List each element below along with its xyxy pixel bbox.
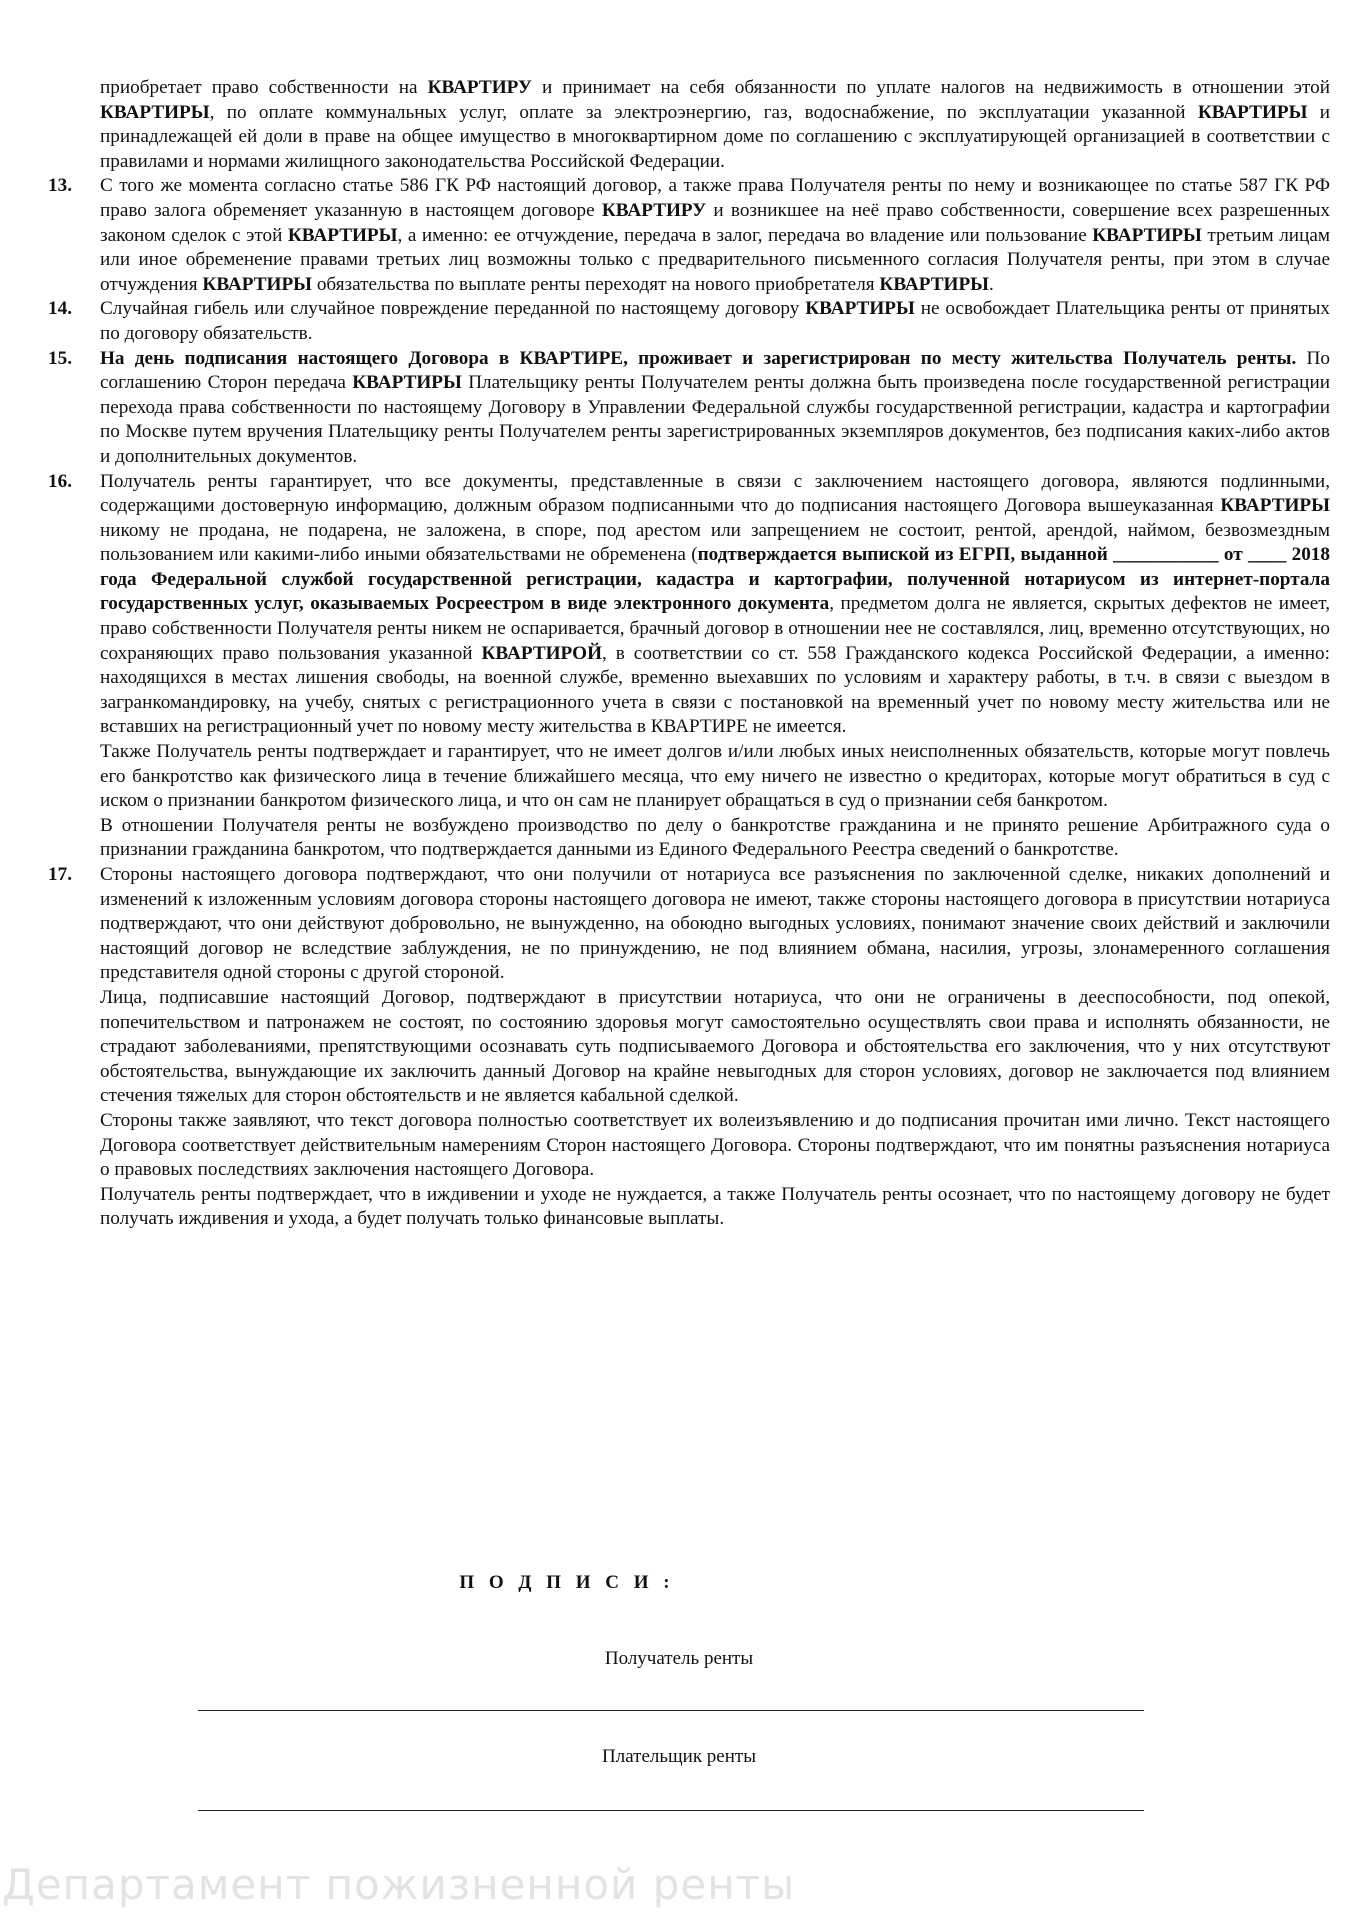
clause-number: 17. [48, 864, 72, 885]
text-run: Случайная гибель или случайное повреждение переданной по настоящему договору [100, 298, 806, 320]
bold-text-run: КВАРТИРУ [427, 77, 532, 98]
bold-text-run: подтверждается выпиской из ЕГРП, выданной ___________ от ____ 2018 года Федеральной службой государственной регистрации, кадастра и картографии, полученной нотариусом из интернет-портала государственных услуг, оказываемых Росреестром в виде электронного документа [100, 544, 1330, 615]
text-run: и принимает на себя обязанности по уплате налогов на недвижимость в отношении этой [531, 77, 1330, 98]
text-run: не освобождает Плательщика ренты от принятых по договору обязательств. [100, 298, 1330, 344]
text-run: Получатель ренты гарантирует, что все документы, представленные в связи с заключением настоящего договора, являются подлинными, содержащими достоверную информацию, должным образом подписанными что до подписания настоящего Договора вышеуказанная [100, 470, 1330, 517]
bold-text-run: КВАРТИРЫ [287, 224, 398, 246]
text-run: и возникшее на неё право собственности, совершение всех разрешенных законом сделок с этой [100, 199, 1331, 246]
bold-text-run: КВАРТИРУ [601, 199, 707, 221]
clause-number: 16. [48, 470, 72, 492]
clause-13 [48, 174, 1330, 297]
text-run: третьим лицам или иное обременение правами третьих лиц возможны только с предварительного письменного согласия Получателя ренты, при этом в случае отчуждения [100, 224, 1331, 295]
recipient-signature-line [198, 1710, 1144, 1711]
clause-16-text [100, 470, 1330, 741]
clause-15 [48, 347, 1330, 470]
text-run: , по оплате коммунальных услуг, оплате за электроэнергию, газ, водоснабжение, по эксплуатации указанной [209, 101, 1198, 123]
clause-16 [48, 470, 1330, 864]
clause-number: 13. [48, 175, 72, 197]
clause-14-text [100, 297, 1330, 346]
contract-page [48, 76, 1330, 1232]
clause-17-continuation: Лица, подписавшие настоящий Договор, подтверждают в присутствии нотариуса, что они не ограничены в дееспособности, под опекой, попечительством и патронажем не состоят, по состоянию здоровья могут самостоятельно осуществлять свои права и исполнять обязанности, не страдают заболеваниями, препятствующими осознавать суть подписываемого Договора и обстоятельства его заключения, что у них отсутствуют обстоятельства, вынуждающие их заключить данный Договор на крайне невыгодных для сторон условиях, договор не заключается под влиянием стечения тяжелых для сторон обстоятельств и не является кабальной сделкой. [100, 986, 1330, 1107]
text-run: приобретает право собственности на [100, 77, 428, 98]
text-run: , а именно: ее отчуждение, передача в залог, передача во владение или пользование [397, 224, 1093, 246]
text-run: С того же момента согласно статье 586 ГК РФ настоящий договор, а также права Получателя ренты по нему и возникающее по статье 587 ГК РФ право залога обременяет указанную в настоящем договоре [100, 175, 1330, 221]
bold-text-run: КВАРТИРЫ [879, 273, 990, 295]
bold-text-run: КВАРТИРЫ [100, 101, 210, 123]
clause-intro-text [100, 76, 1330, 174]
text-run: и принадлежащей ей доли в праве на общее имущество в многоквартирном доме по соглашению с эксплуатирующей организацией в соответствии с правилами и нормами жилищного законодательства Российской Федерации. [100, 101, 1330, 172]
clause-15-text [100, 347, 1330, 470]
bold-text-run: КВАРТИРЫ [1197, 101, 1308, 123]
watermark: Департамент пожизненной ренты [2, 1860, 796, 1909]
clause-17-continuation: Получатель ренты подтверждает, что в иждивении и уходе не нуждается, а также Получатель ренты осознает, что по настоящему договору не будет получать иждивения и ухода, а будет получать только финансовые выплаты. [100, 1183, 1330, 1230]
payer-signature-line [198, 1810, 1144, 1811]
clause-number: 15. [48, 347, 72, 369]
clause-16-continuation: Также Получатель ренты подтверждает и гарантирует, что не имеет долгов и/или любых иных неисполненных обязательств, которые могут повлечь его банкротство как физического лица в течение ближайшего месяца, что ему ничего не известно о кредиторах, которые могут обратиться в суд с иском о признании банкротом физического лица, и что он сам не планирует обращаться в суд о признании себя банкротом. [100, 741, 1330, 812]
text-run: . [989, 273, 994, 295]
bold-text-run: КВАРТИРЫ [202, 273, 313, 295]
bold-text-run: КВАРТИРОЙ [481, 642, 602, 664]
bold-text-run: КВАРТИРЫ [352, 372, 462, 394]
recipient-label: Получатель ренты [604, 1648, 754, 1669]
clause-intro [48, 76, 1330, 174]
text-run: Плательщику ренты Получателем ренты должна быть произведена после государственной регистрации перехода права собственности по настоящему Договору в Управлении Федеральной службы государственной регистрации, кадастра и картографии по Москве путем вручения Плательщику ренты Получателем ренты зарегистрированных экземпляров документов, без подписания каких-либо актов и дополнительных документов. [100, 372, 1330, 467]
payer-label: Плательщик ренты [602, 1746, 756, 1767]
clause-13-text [100, 174, 1330, 297]
text-run: , предметом долга не является, скрытых дефектов не имеет, право собственности Получателя ренты никем не оспаривается, брачный договор в отношении нее не составлялся, лиц, временно отсутствующих, но сохраняющих право пользования указанной [100, 593, 1330, 664]
clause-number: 14. [48, 298, 72, 320]
clause-17-text: Стороны настоящего договора подтверждают, что они получили от нотариуса все разъяснения по заключенной сделке, никаких дополнений и изменений к изложенным условиям договора стороны настоящего договора не имеют, также стороны настоящего договора в присутствии нотариуса подтверждают, что они действуют добровольно, не вынужденно, на обоюдно выгодных условиях, понимают значение своих действий и заключили настоящий договор не вследствие заблуждения, не по принуждению, не под влиянием обмана, насилия, угрозы, злонамеренного соглашения представителя одной стороны с другой стороной. [100, 864, 1330, 984]
signatures-title: П О Д П И С И : [459, 1572, 675, 1593]
bold-text-run: КВАРТИРЫ [805, 298, 915, 320]
text-run: По соглашению Сторон передача [100, 347, 1330, 394]
bold-text-run: На день подписания настоящего Договора в КВАРТИРЕ, проживает и зарегистрирован по месту жительства Получатель ренты. [100, 347, 1297, 369]
clause-17-continuation: Стороны также заявляют, что текст договора полностью соответствует их волеизъявлению и до подписания прочитан ими лично. Текст настоящего Договора соответствует действительным намерениям Сторон настоящего Договора. Стороны подтверждают, что им понятны разъяснения нотариуса о правовых последствиях заключения настоящего Договора. [100, 1109, 1330, 1181]
clause-16-continuation: В отношении Получателя ренты не возбуждено производство по делу о банкротстве гражданина и не принято решение Арбитражного суда о признании гражданина банкротом, что подтверждается данными из Единого Федерального Реестра сведений о банкротстве. [100, 814, 1330, 861]
text-run: никому не продана, не подарена, не заложена, в споре, под арестом или запрещением не состоит, рентой, арендой, наймом, безвозмездным пользованием или какими-либо иными обязательствами не обременена ( [100, 519, 1330, 566]
text-run: обязательства по выплате ренты переходят на нового приобретателя [312, 273, 880, 295]
clause-17 [48, 863, 1330, 1232]
bold-text-run: КВАРТИРЫ [1220, 495, 1330, 517]
bold-text-run: КВАРТИРЫ [1092, 224, 1202, 246]
clause-14 [48, 297, 1330, 346]
text-run: , в соответствии со ст. 558 Гражданского кодекса Российской Федерации, а именно: находящихся в местах лишения свободы, на военной службе, временно выехавших по условиям и характеру работы, в т.ч. в связи с выездом в загранкомандировку, на учебу, снятых с регистрационного учета в связи с постановкой на временный учет по новому месту жительства или не вставших на регистрационный учет по новому месту жительства в КВАРТИРЕ не имеется. [100, 642, 1330, 738]
